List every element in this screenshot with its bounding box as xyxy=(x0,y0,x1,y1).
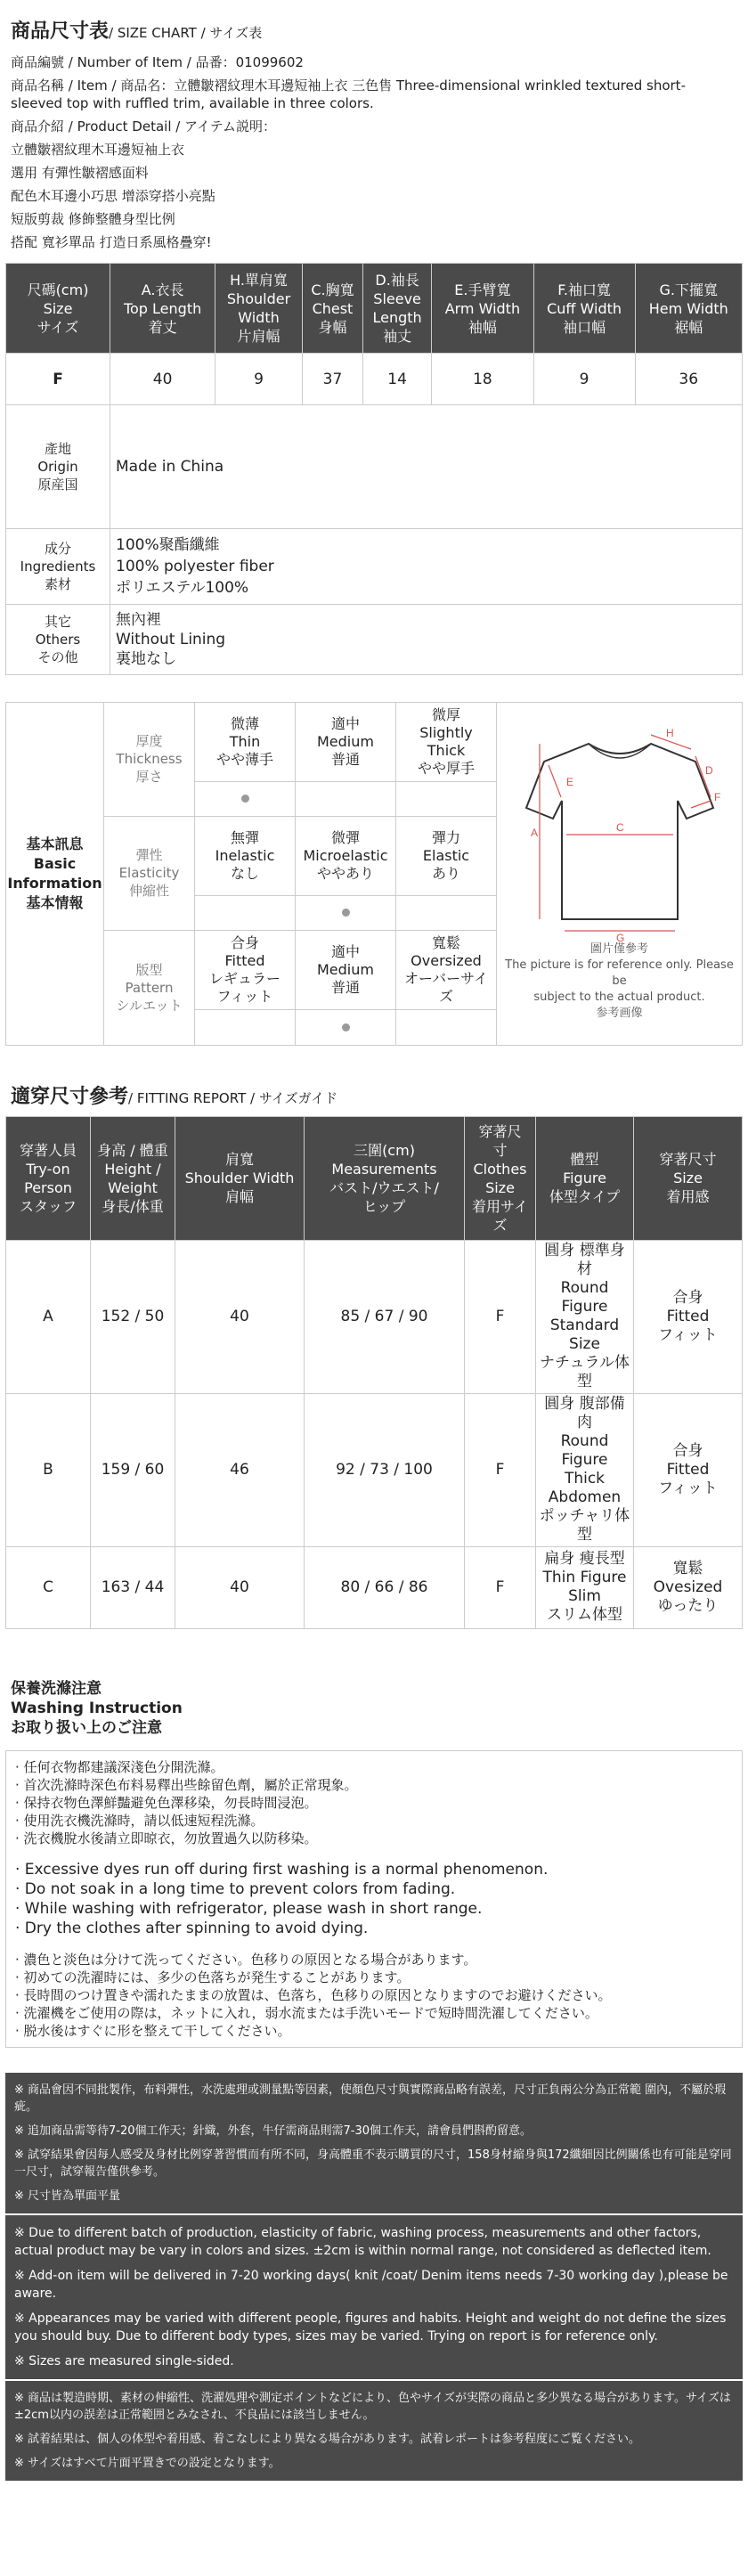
hem-width-header: G.下擺寬 Hem Width 裾幅 xyxy=(635,264,743,354)
note-line: ※ サイズはすべて片面平置きでの設定となります。 xyxy=(14,2456,280,2470)
diagram-letter-g: G xyxy=(615,931,624,942)
table-row xyxy=(6,1546,743,1628)
washing-line: · 首次洗滌時深色布料易釋出些餘留色劑，屬於正常現象。 xyxy=(15,1776,358,1793)
note-line: ※ 商品は製造時期、素材の伸縮性、洗濯処理や測定ポイントなどにより、色やサイズが実際の商品と多少異なる場合があります。サイズは±2cm以内の誤差は正常範囲とみなされ、不良品には該当しません。 xyxy=(14,2391,731,2422)
product-info-line: 配色木耳邊小巧思 增添穿搭小亮點 xyxy=(11,188,215,204)
size-cell: 14 xyxy=(363,354,432,405)
top-length-header: A.衣長 Top Length 着丈 xyxy=(110,264,215,354)
size-cell: 18 xyxy=(432,354,534,405)
washing-title-ja: お取り扱い上のご注意 xyxy=(11,1718,162,1737)
size-cell: 9 xyxy=(533,354,635,405)
product-info-line: 短版剪裁 修飾整體身型比例 xyxy=(11,211,175,227)
elasticity-option-micro: 微彈 Microelastic ややあり xyxy=(296,817,396,930)
note-line: ※ 尺寸皆為單面平量 xyxy=(14,2189,121,2203)
note-line: ※ 商品會因不同批製作，布料彈性，水洗處理或測量點等因素，使顏色尺寸與實際商品略有誤差，尺寸正負兩公分為正常範 圍內，不屬於瑕疵。 xyxy=(14,2083,727,2114)
diagram-letter-a: A xyxy=(530,826,538,839)
note-line: ※ 試着結果は、個人の体型や着用感、着こなしにより異なる場合があります。試着レポートは参考程度にご覧ください。 xyxy=(14,2432,640,2446)
measurements-cell: 80 / 66 / 86 xyxy=(305,1546,465,1628)
elasticity-option-elastic: 彈力 Elastic あり xyxy=(396,817,496,930)
size-cell: 36 xyxy=(635,354,743,405)
note-line: ※ Due to different batch of production, elasticity of fabric, washing process, measurements and other factors, actual product may be vary in colors and sizes. ±2cm is within normal range, not considered as deflected item. xyxy=(14,2225,711,2258)
note-line: ※ 試穿結果會因每人感受及身材比例穿著習慣而有所不同，身高體重不表示購買的尺寸，158身材縮身與172纖細因比例關係也有可能是穿同一尺寸，試穿報告僅供參考。 xyxy=(14,2148,732,2179)
selected-dot-icon xyxy=(342,1023,350,1031)
person-cell: A xyxy=(6,1240,91,1393)
fit-cell: 合身 Fitted フィット xyxy=(634,1393,743,1546)
note-line: ※ Sizes are measured single-sided. xyxy=(14,2353,234,2368)
measurements-cell: 85 / 67 / 90 xyxy=(305,1240,465,1393)
washing-line: · 洗衣機脫水後請立即晾衣，勿放置過久以防移染。 xyxy=(15,1830,318,1846)
ingredients-label: 成分 Ingredients 素材 xyxy=(6,528,110,604)
diagram-caption: 圖片僅參考 The picture is for reference only. Please be subject to the actual product. 参考画像 xyxy=(505,942,734,1020)
washing-line: · 保持衣物色澤鮮豔避免色澤移染，勿長時間浸泡。 xyxy=(15,1794,318,1811)
measurements-header: 三圍(cm) Measurements バスト/ウエスト/ ヒップ xyxy=(305,1116,465,1240)
pattern-label: 版型 Pattern シルエット xyxy=(104,931,195,1045)
selected-dot-icon xyxy=(342,909,350,917)
thickness-option-thin: 微薄 Thin やや薄手 xyxy=(195,703,296,816)
table-row xyxy=(6,1393,743,1546)
basic-info-label: 基本訊息 Basic Information 基本情報 xyxy=(6,703,104,1045)
height-weight-cell: 152 / 50 xyxy=(91,1240,175,1393)
fitting-subtitle: / FITTING REPORT / サイズガイド xyxy=(128,1089,338,1106)
size-header: 尺碼(cm) Size サイズ xyxy=(6,264,110,354)
pattern-row xyxy=(104,931,496,1045)
figure-cell: 圓身 標準身 材 Round Figure Standard Size ナチュラル体 型 xyxy=(536,1240,634,1393)
diagram-letter-f: F xyxy=(713,790,720,803)
washing-line: · Excessive dyes run off during first washing is a normal phenomenon. xyxy=(15,1860,549,1879)
diagram-letter-e: E xyxy=(565,775,573,788)
washing-line: · 使用洗衣機洗滌時，請以低速短程洗滌。 xyxy=(15,1812,264,1829)
tshirt-measurement-icon xyxy=(513,719,727,942)
person-cell: C xyxy=(6,1546,91,1628)
washing-line: · 初めての洗濯時には、多少の色落ちが発生することがあります。 xyxy=(15,1969,411,1985)
clothes-size-header: 穿著尺 寸 Clothes Size 着用サイ ズ xyxy=(465,1116,536,1240)
washing-header xyxy=(0,1679,748,1738)
product-info-line: 商品編號 / Number of Item / 品番：01099602 xyxy=(11,54,304,70)
fitting-header xyxy=(0,1046,748,1116)
arm-width-header: E.手臂寬 Arm Width 袖幅 xyxy=(432,264,534,354)
others-value: 無內裡 Without Lining 裏地なし xyxy=(110,604,743,674)
size-cell: 9 xyxy=(215,354,303,405)
washing-line: · 濃色と淡色は分けて洗ってください。色移りの原因となる場合があります。 xyxy=(15,1951,477,1968)
product-info-line: 搭配 寬衫單品 打造日系風格疊穿! xyxy=(11,234,212,250)
shoulder-header: 肩寬 Shoulder Width 肩幅 xyxy=(175,1116,305,1240)
product-info-line: 商品名稱 / Item / 商品名：立體皺褶紋理木耳邊短袖上衣 三色售 Three-dimensional wrinkled textured short-sleeved top with ruffled trim, available in three colors. xyxy=(11,77,686,111)
product-info xyxy=(0,47,748,254)
fitting-table xyxy=(5,1116,743,1629)
washing-line: · 脱水後はすぐに形を整えて干してください。 xyxy=(15,2022,291,2039)
fitting-header-row xyxy=(6,1116,743,1240)
product-info-line: 商品介紹 / Product Detail / アイテム説明： xyxy=(11,118,276,135)
elasticity-option-inelastic: 無彈 Inelastic なし xyxy=(195,817,296,930)
person-header: 穿著人員 Try-on Person スタッフ xyxy=(6,1116,91,1240)
figure-cell: 圓身 腹部備 肉 Round Figure Thick Abdomen ポッチャリ体 型 xyxy=(536,1393,634,1546)
notes-en xyxy=(5,2213,743,2379)
shoulder-width-header: H.單肩寬 Shoulder Width 片肩幅 xyxy=(215,264,303,354)
notes-ja xyxy=(5,2379,743,2481)
fitting-title: 適穿尺寸參考 xyxy=(11,1085,129,1108)
clothes-size-cell: F xyxy=(465,1546,536,1628)
product-info-line: 立體皺褶紋理木耳邊短袖上衣 xyxy=(11,142,185,158)
thickness-label: 厚度 Thickness 厚さ xyxy=(104,703,195,816)
measurement-diagram xyxy=(497,703,742,1045)
origin-row xyxy=(6,405,743,528)
chest-header: C.胸寬 Chest 身幅 xyxy=(302,264,362,354)
diagram-letter-c: C xyxy=(615,820,624,834)
size-cell: 37 xyxy=(302,354,362,405)
origin-value: Made in China xyxy=(110,405,743,528)
height-weight-cell: 163 / 44 xyxy=(91,1546,175,1628)
ingredients-row xyxy=(6,528,743,604)
note-line: ※ Appearances may be varied with different people, figures and habits. Height and weight do not define the sizes you should buy. Due to different body types, sizes may be varied. Trying on report is for reference only. xyxy=(14,2311,727,2344)
shoulder-cell: 40 xyxy=(175,1240,305,1393)
product-info-line: 選用 有彈性皺褶感面料 xyxy=(11,165,149,181)
others-label: 其它 Others その他 xyxy=(6,604,110,674)
pattern-option-fitted: 合身 Fitted レギュラー フィット xyxy=(195,931,296,1045)
size-chart-title: 商品尺寸表 xyxy=(11,20,110,43)
washing-title-zh: 保養洗滌注意 xyxy=(11,1679,102,1698)
note-line: ※ 追加商品需等待7-20個工作天；針織，外套，牛仔需商品則需7-30個工作天，請會員們斟酌留意。 xyxy=(14,2124,533,2138)
figure-header: 體型 Figure 体型タイプ xyxy=(536,1116,634,1240)
thickness-row xyxy=(104,703,496,817)
washing-line: · 洗濯機をご使用の際は，ネットに入れ，弱水流または手洗いモードで短時間洗濯してください。 xyxy=(15,2004,598,2021)
cuff-width-header: F.袖口寬 Cuff Width 袖口幅 xyxy=(533,264,635,354)
diagram-letter-d: D xyxy=(704,763,713,777)
figure-cell: 扁身 瘦長型 Thin Figure Slim スリム体型 xyxy=(536,1546,634,1628)
details-table xyxy=(5,405,743,675)
notes-zh xyxy=(5,2073,743,2213)
elasticity-row xyxy=(104,817,496,931)
table-row xyxy=(6,1240,743,1393)
size-cell: 40 xyxy=(110,354,215,405)
fit-header: 穿著尺寸 Size 着用感 xyxy=(634,1116,743,1240)
size-chart-header xyxy=(0,0,748,47)
attribute-grid xyxy=(104,703,497,1045)
note-line: ※ Add-on item will be delivered in 7-20 working days( knit /coat/ Denim items needs 7-30 working day ),please be aware. xyxy=(14,2268,728,2301)
notes-panel xyxy=(5,2073,743,2481)
washing-line: · Dry the clothes after spinning to avoid dying. xyxy=(15,1919,369,1937)
measurements-cell: 92 / 73 / 100 xyxy=(305,1393,465,1546)
origin-label: 產地 Origin 原産国 xyxy=(6,405,110,528)
ingredients-value: 100%聚酯纖維 100% polyester fiber ポリエステル100% xyxy=(110,528,743,604)
height-weight-cell: 159 / 60 xyxy=(91,1393,175,1546)
pattern-option-medium: 適中 Medium 普通 xyxy=(296,931,396,1045)
table-row xyxy=(6,354,743,405)
size-chart-subtitle: / SIZE CHART / サイズ表 xyxy=(109,25,263,41)
fit-cell: 寬鬆 Ovesized ゆったり xyxy=(634,1546,743,1628)
size-table-header-row xyxy=(6,264,743,354)
shoulder-cell: 46 xyxy=(175,1393,305,1546)
washing-instructions xyxy=(5,1750,743,2048)
basic-info xyxy=(5,702,743,1046)
fit-cell: 合身 Fitted フィット xyxy=(634,1240,743,1393)
washing-line: · Do not soak in a long time to prevent colors from fading. xyxy=(15,1879,456,1898)
size-table xyxy=(5,263,743,405)
washing-line: · While washing with refrigerator, please wash in short range. xyxy=(15,1899,483,1918)
height-weight-header: 身高 / 體重 Height / Weight 身長/体重 xyxy=(91,1116,175,1240)
diagram-letter-h: H xyxy=(665,726,674,739)
thickness-option-medium: 適中 Medium 普通 xyxy=(296,703,396,816)
size-cell: F xyxy=(6,354,110,405)
person-cell: B xyxy=(6,1393,91,1546)
washing-line: · 任何衣物都建議深淺色分開洗滌。 xyxy=(15,1758,224,1775)
clothes-size-cell: F xyxy=(465,1240,536,1393)
sleeve-length-header: D.袖長 Sleeve Length 袖丈 xyxy=(363,264,432,354)
elasticity-label: 彈性 Elasticity 伸縮性 xyxy=(104,817,195,930)
clothes-size-cell: F xyxy=(465,1393,536,1546)
pattern-option-oversized: 寬鬆 Oversized オーバーサイ ズ xyxy=(396,931,496,1045)
others-row xyxy=(6,604,743,674)
selected-dot-icon xyxy=(241,795,249,803)
thickness-option-thick: 微厚 Slightly Thick やや厚手 xyxy=(396,703,496,816)
shoulder-cell: 40 xyxy=(175,1546,305,1628)
washing-line: · 長時間のつけ置きや濡れたままの放置は、色落ち，色移りの原因となりますのでお避けください。 xyxy=(15,1986,612,2003)
washing-title-en: Washing Instruction xyxy=(11,1699,183,1717)
